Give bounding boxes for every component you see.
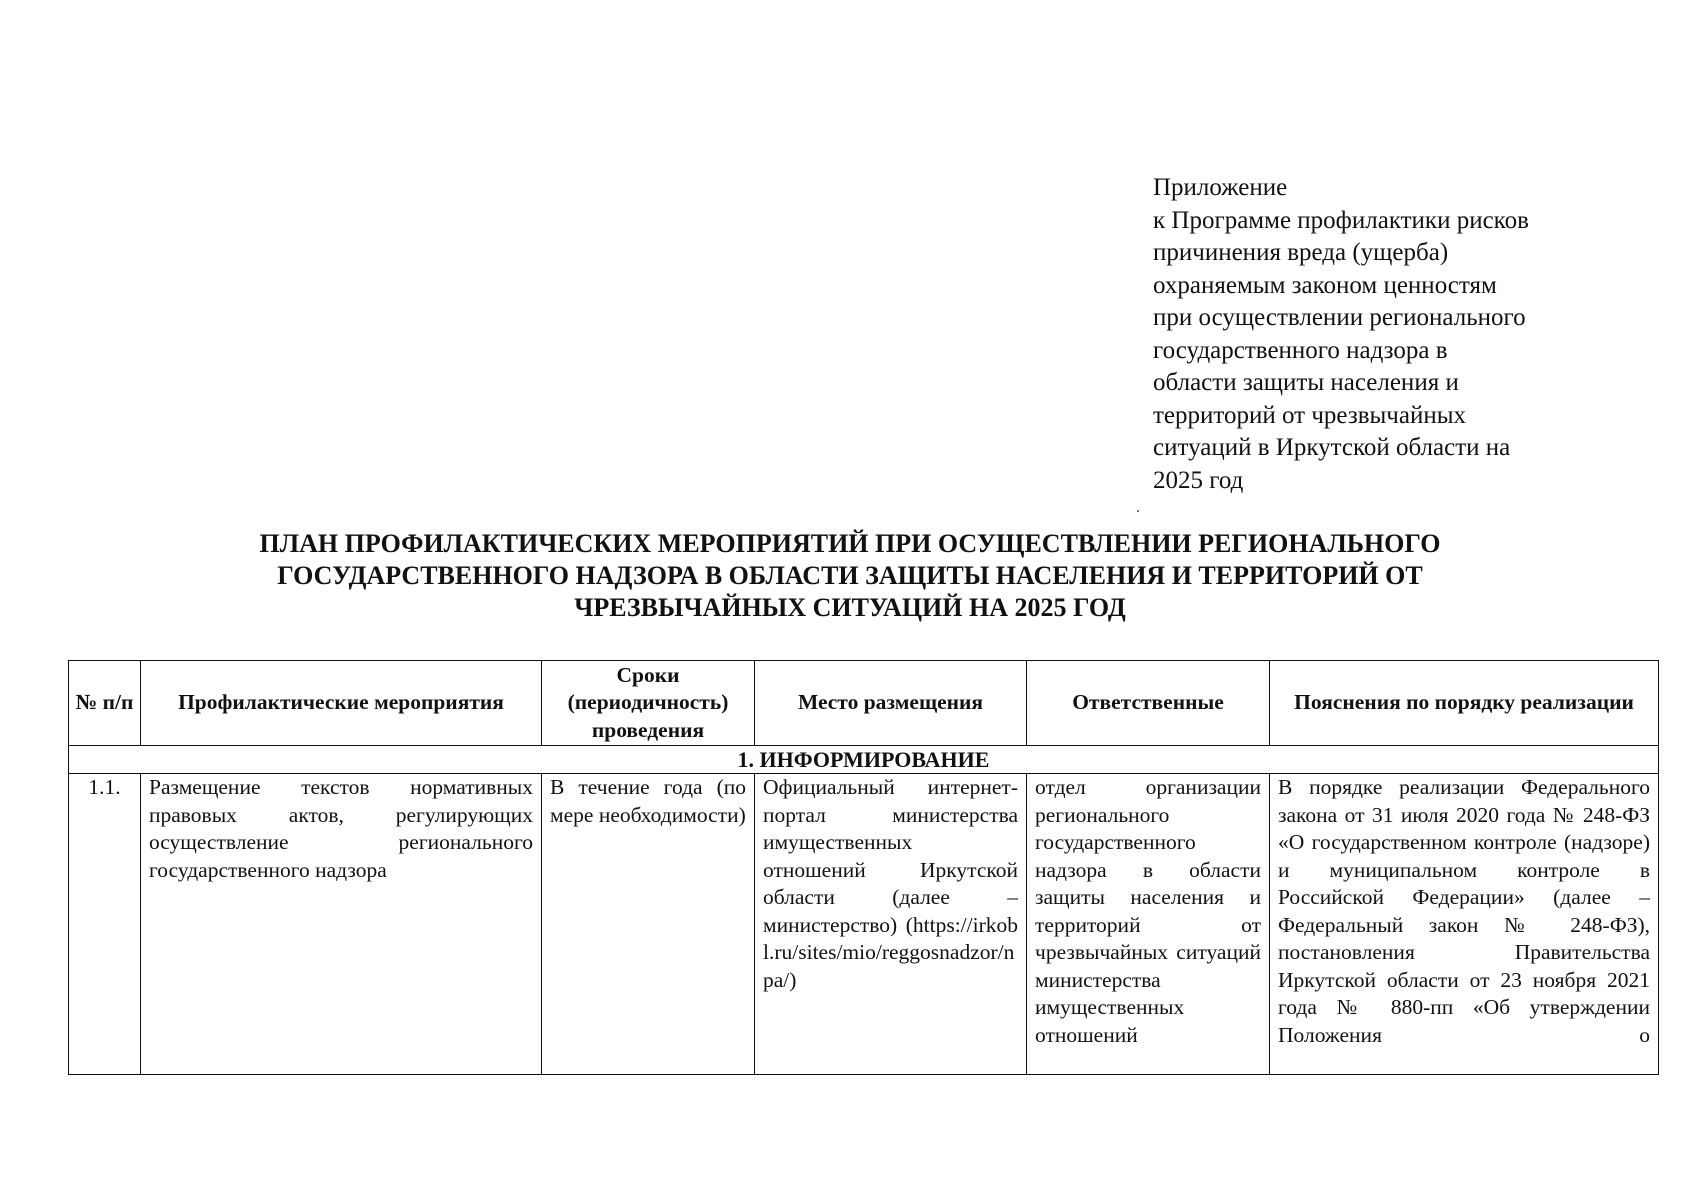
header-period: Сроки (периодичность) проведения [542, 661, 755, 746]
header-measures: Профилактические мероприятия [141, 661, 542, 746]
title-line: ЧРЕЗВЫЧАЙНЫХ СИТУАЦИЙ НА 2025 ГОД [574, 593, 1126, 622]
title-line: ГОСУДАРСТВЕННОГО НАДЗОРА В ОБЛАСТИ ЗАЩИТЫ НАСЕЛЕНИЯ И ТЕРРИТОРИЙ ОТ [277, 561, 1423, 590]
appendix-line: ситуаций в Иркутской области на [1153, 434, 1511, 461]
section-title: 1. ИНФОРМИРОВАНИЕ [69, 746, 1659, 774]
appendix-block [1153, 172, 1673, 497]
scan-speck [1137, 510, 1139, 512]
row-measure: Размещение текстов нормативных правовых актов, регулирующих осуществление регионального государственного надзора [141, 774, 542, 1075]
appendix-line: Приложение [1153, 174, 1288, 201]
table-row [69, 774, 1659, 1075]
table-header-row [69, 661, 1659, 746]
plan-table [68, 660, 1659, 1075]
header-explanation: Пояснения по порядку реализации [1270, 661, 1659, 746]
appendix-line: территорий от чрезвычайных [1153, 401, 1467, 429]
row-explanation: В порядке реализации Федерального закона от 31 июля 2020 года № 248-ФЗ «О государственном контроле (надзоре) и муниципальном контроле в Российской Федерации» (далее – Федеральный закон № 248-ФЗ), постановления Правительства Иркутской области от 23 ноября 2021 года № 880-пп «Об утверждении Положения о [1270, 774, 1659, 1075]
place-url: (https://irkobl.ru/sites/mio/reggosnadzor/npa/) [763, 912, 1018, 992]
row-period: В течение года (по мере необходимости) [542, 774, 755, 1075]
section-row [69, 746, 1659, 774]
header-responsible: Ответственные [1027, 661, 1270, 746]
title-line: ПЛАН ПРОФИЛАКТИЧЕСКИХ МЕРОПРИЯТИЙ ПРИ ОСУЩЕСТВЛЕНИИ РЕГИОНАЛЬНОГО [259, 529, 1441, 558]
row-place [755, 774, 1027, 1075]
appendix-line: охраняемым законом ценностям [1153, 271, 1497, 299]
appendix-line: к Программе профилактики рисков [1153, 206, 1529, 234]
header-place: Место размещения [755, 661, 1027, 746]
document-title [150, 528, 1550, 624]
appendix-line: при осуществлении регионального [1153, 304, 1526, 331]
appendix-line: 2025 год [1153, 466, 1244, 494]
row-responsible: отдел организации регионального государственного надзора в области защиты населения и территорий от чрезвычайных ситуаций министерства имущественных отношений [1027, 774, 1270, 1075]
place-text: Официальный интернет-портал министерства имущественных отношений Иркутской области (далее – министерство) [763, 775, 1018, 937]
appendix-line: государственного надзора в [1153, 336, 1448, 364]
header-number: № п/п [69, 661, 141, 746]
row-number: 1.1. [69, 774, 141, 1075]
appendix-line: причинения вреда (ущерба) [1153, 239, 1449, 266]
appendix-line: области защиты населения и [1153, 369, 1459, 396]
